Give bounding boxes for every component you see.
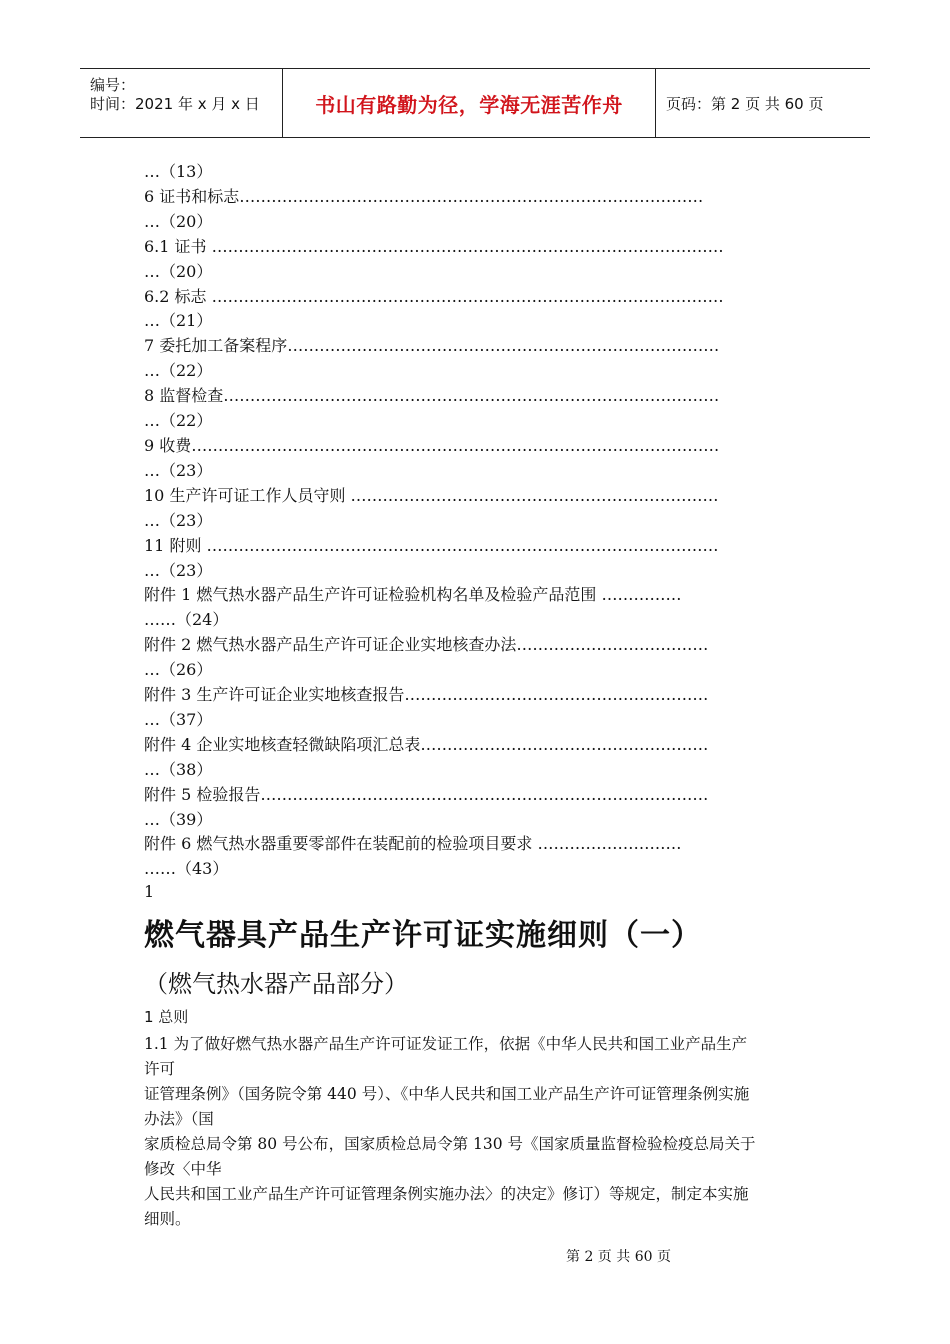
toc-line: 附件 3 生产许可证企业实地核查报告………………………………………………… bbox=[144, 685, 709, 705]
toc-line: 7 委托加工备案程序……………………………………………………………………… bbox=[144, 336, 720, 356]
paragraph-line: 细则。 bbox=[144, 1210, 191, 1228]
page-number: 1 bbox=[144, 882, 155, 901]
toc-line: ……（43） bbox=[144, 859, 229, 879]
paragraph-line: 1.1 为了做好燃气热水器产品生产许可证发证工作，依据《中华人民共和国工业产品生产 bbox=[144, 1035, 748, 1053]
paragraph-line: 办法》（国 bbox=[144, 1110, 214, 1128]
toc-line: …（21） bbox=[144, 311, 213, 331]
page-footer: 第 2 页 共 60 页 bbox=[566, 1249, 671, 1265]
toc-line: 附件 5 检验报告………………………………………………………………………… bbox=[144, 784, 709, 804]
toc-line: 6.2 标志 …………………………………………………………………………………… bbox=[144, 286, 724, 306]
header-table bbox=[80, 68, 870, 138]
toc-line: 8 监督检查………………………………………………………………………………… bbox=[144, 386, 720, 406]
document-subtitle: （燃气热水器产品部分） bbox=[144, 970, 408, 998]
paragraph-line: 许可 bbox=[144, 1060, 176, 1078]
paragraph-line: 修改〈中华 bbox=[144, 1160, 222, 1178]
toc-line: 附件 6 燃气热水器重要零部件在装配前的检验项目要求 ……………………… bbox=[144, 834, 682, 854]
toc-line: …（22） bbox=[144, 361, 213, 381]
toc-line: 6.1 证书 …………………………………………………………………………………… bbox=[144, 236, 724, 256]
number-label: 编号： bbox=[90, 76, 136, 94]
paragraph-line: 人民共和国工业产品生产许可证管理条例实施办法〉的决定》修订）等规定，制定本实施 bbox=[144, 1185, 749, 1203]
table-of-contents bbox=[144, 160, 804, 882]
toc-line: 附件 1 燃气热水器产品生产许可证检验机构名单及检验产品范围 …………… bbox=[144, 585, 682, 605]
toc-line: 附件 2 燃气热水器产品生产许可证企业实地核查办法……………………………… bbox=[144, 635, 709, 655]
toc-line: 11 附则 …………………………………………………………………………………… bbox=[144, 535, 719, 555]
toc-line: …（23） bbox=[144, 510, 213, 530]
section-heading: 1 总则 bbox=[144, 1008, 189, 1026]
toc-line: 9 收费……………………………………………………………………………………… bbox=[144, 435, 720, 455]
toc-line: …（23） bbox=[144, 460, 213, 480]
toc-line: …（13） bbox=[144, 162, 213, 181]
toc-line: …（20） bbox=[144, 261, 213, 281]
toc-line: …（39） bbox=[144, 809, 213, 829]
toc-line: …（26） bbox=[144, 660, 213, 680]
toc-line: …（20） bbox=[144, 211, 213, 231]
toc-line: 10 生产许可证工作人员守则 …………………………………………………………… bbox=[144, 485, 719, 505]
toc-line: ……（24） bbox=[144, 610, 229, 630]
paragraph-line: 家质检总局令第 80 号公布，国家质检总局令第 130 号《国家质量监督检验检疫总局关于 bbox=[144, 1135, 756, 1153]
toc-line: 6 证书和标志…………………………………………………………………………… bbox=[144, 186, 704, 206]
date-label: 时间：2021 年 x 月 x 日 bbox=[90, 95, 260, 113]
toc-line: …（23） bbox=[144, 560, 213, 580]
header-meta-cell bbox=[80, 69, 283, 137]
toc-line: …（38） bbox=[144, 759, 213, 779]
header-page-cell bbox=[656, 69, 870, 137]
toc-line: …（22） bbox=[144, 411, 213, 431]
header-motto-cell bbox=[283, 69, 656, 137]
paragraph-line: 证管理条例》（国务院令第 440 号）、《中华人民共和国工业产品生产许可证管理条例实施 bbox=[144, 1085, 750, 1103]
toc-line: …（37） bbox=[144, 709, 213, 729]
motto: 书山有路勤为径，学海无涯苦作舟 bbox=[315, 92, 623, 117]
body-paragraph bbox=[144, 1032, 806, 1232]
toc-line: 附件 4 企业实地核查轻微缺陷项汇总表……………………………………………… bbox=[144, 734, 709, 754]
document-title: 燃气器具产品生产许可证实施细则（一） bbox=[144, 918, 702, 953]
page-info: 页码：第 2 页 共 60 页 bbox=[666, 95, 824, 113]
